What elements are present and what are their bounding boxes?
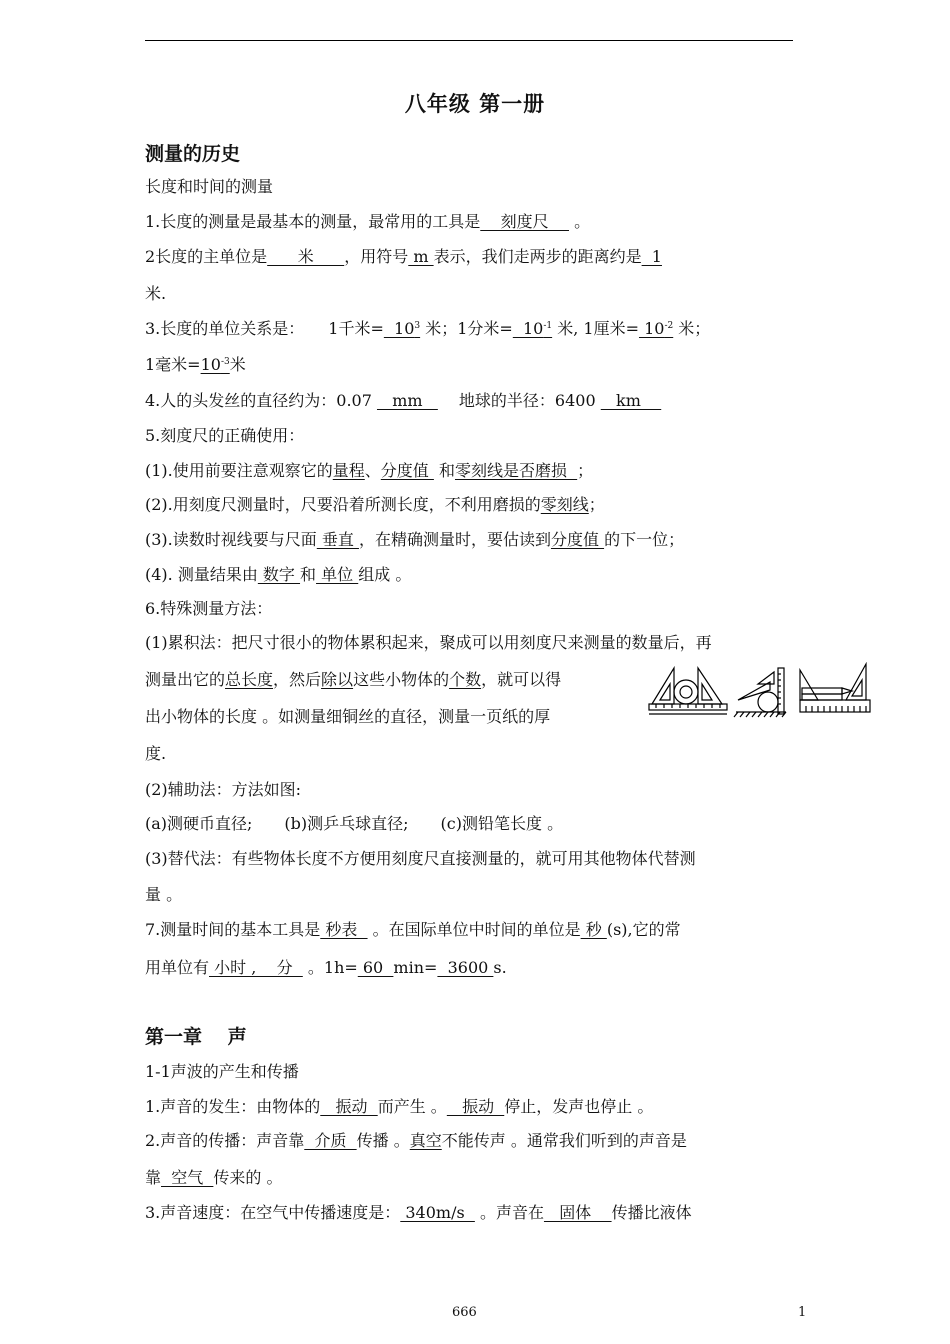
line-5-2: (2).用刻度尺测量时，尺要沿着所测长度，不利用磨损的零刻线； [145, 495, 605, 514]
ball-diameter-diagram [734, 668, 786, 717]
line-6-2: (2)辅助法：方法如图: [145, 780, 302, 799]
line-2-cont: 米. [145, 284, 167, 303]
blank-answer: $10^{-3}$ [200, 355, 230, 374]
blank-answer: 空气 [161, 1168, 214, 1187]
blank-answer: 介质 [304, 1131, 357, 1150]
blank-answer: mm [376, 391, 438, 410]
subheading-length-time: 长度和时间的测量 [145, 177, 274, 196]
document-title: 八年级 第一册 [404, 92, 546, 116]
blank-answer: $10^3$ [383, 319, 421, 338]
blank-answer: $10^{-1}$ [512, 319, 553, 338]
blank-answer: 振动 [446, 1097, 505, 1116]
blank-answer: 秒表 [320, 920, 368, 939]
subheading-sound-waves: 1-1声波的产生和传播 [145, 1062, 299, 1081]
blank-answer: km [600, 391, 662, 410]
blank-answer: 量程 [332, 461, 365, 480]
blank-answer: 数字 [257, 565, 301, 584]
blank-answer: 真空 [409, 1131, 442, 1150]
section-title-chapter-sound: 第一章 声 [145, 1026, 247, 1048]
line-5-4: (4). 测量结果由 数字 和 单位 组成 。 [145, 565, 412, 584]
blank-answer: 固体 [543, 1203, 612, 1222]
pencil-length-diagram [800, 664, 870, 712]
line-3: 3.长度的单位关系是： 1千米= $10^3$ 米；1分米= $10^{-1}$ 米, 1厘米= $10^{-2}$ 米； [145, 319, 711, 338]
line-6-1-cont: 测量出它的总长度，然后除以这些小物体的个数，就可以得 [145, 670, 562, 689]
line-5-3: (3).读数时视线要与尺面 垂直 ，在精确测量时，要估读到分度值 的下一位； [145, 530, 685, 549]
line-4: 4.人的头发丝的直径约为：0.07 mm 地球的半径：6400 km [145, 391, 662, 410]
sound-line-1: 1.声音的发生：由物体的 振动 而产生 。 振动 停止，发声也停止 。 [145, 1097, 654, 1116]
page-number: 1 [798, 1305, 807, 1320]
blank-answer: 总长度 [225, 670, 274, 689]
sound-line-3: 3.声音速度：在空气中传播速度是： 340m/s 。声音在 固体 传播比液体 [145, 1203, 692, 1222]
blank-answer: 刻度尺 [480, 212, 569, 231]
blank-answer: 个数 [449, 670, 482, 689]
blank-answer: 零刻线是否磨损 [454, 461, 578, 480]
footer-code: 666 [452, 1305, 477, 1320]
blank-answer: m [408, 247, 434, 266]
blank-answer: 振动 [320, 1097, 378, 1116]
line-6-3-cont: 量 。 [145, 885, 183, 904]
line-6: 6.特殊测量方法： [145, 599, 273, 618]
blank-answer: 米 [267, 247, 345, 266]
blank-answer: 小时 , 分 [209, 958, 303, 977]
line-5-1: (1).使用前要注意观察它的量程、分度值 和零刻线是否磨损 ； [145, 461, 594, 480]
line-6-1-cont2: 出小物体的长度 。如测量细铜丝的直径，测量一页纸的厚 [145, 707, 551, 726]
line-7-cont: 用单位有 小时 , 分 。1h= 60 min= 3600 s. [145, 958, 507, 977]
sound-line-2: 2.声音的传播：声音靠 介质 传播 。真空不能传声 。通常我们听到的声音是 [145, 1131, 687, 1150]
line-7: 7.测量时间的基本工具是 秒表 。在国际单位中时间的单位是 秒 (s),它的常 [145, 920, 681, 939]
blank-answer: 340m/s [400, 1203, 475, 1222]
blank-answer: 分度值 [550, 530, 605, 549]
header-rule [145, 40, 793, 41]
line-6-1-cont3: 度. [145, 744, 167, 763]
blank-answer: $10^{-2}$ [638, 319, 674, 338]
measurement-methods-figure [646, 662, 872, 720]
blank-answer: 垂直 [316, 530, 359, 549]
coin-diameter-diagram [649, 668, 727, 714]
line-1: 1.长度的测量是最基本的测量，最常用的工具是 刻度尺 。 [145, 212, 591, 231]
line-5: 5.刻度尺的正确使用： [145, 426, 305, 445]
blank-answer: 60 [357, 958, 394, 977]
line-6-2-items: (a)测硬币直径; (b)测乒乓球直径; (c)测铅笔长度 。 [145, 814, 564, 833]
line-6-3: (3)替代法：有些物体长度不方便用刻度尺直接测量的，就可用其他物体代替测 [145, 849, 696, 868]
section-title-measurement-history: 测量的历史 [145, 143, 241, 165]
line-2: 2长度的主单位是 米 ，用符号 m 表示，我们走两步的距离约是 1 [145, 247, 662, 266]
blank-answer: 分度值 [380, 461, 434, 480]
line-3-cont: 1毫米$=10^{-3}$米 [145, 355, 246, 374]
sound-line-2-cont: 靠 空气 传来的 。 [145, 1168, 283, 1187]
blank-answer: 1 [641, 247, 662, 266]
blank-answer: 单位 [316, 565, 359, 584]
blank-answer: 3600 [437, 958, 494, 977]
blank-answer: 零刻线 [540, 495, 589, 514]
blank-answer: 秒 [580, 920, 607, 939]
blank-answer: 除以 [321, 670, 354, 689]
line-6-1: (1)累积法：把尺寸很小的物体累积起来，聚成可以用刻度尺来测量的数量后，再 [145, 633, 712, 652]
